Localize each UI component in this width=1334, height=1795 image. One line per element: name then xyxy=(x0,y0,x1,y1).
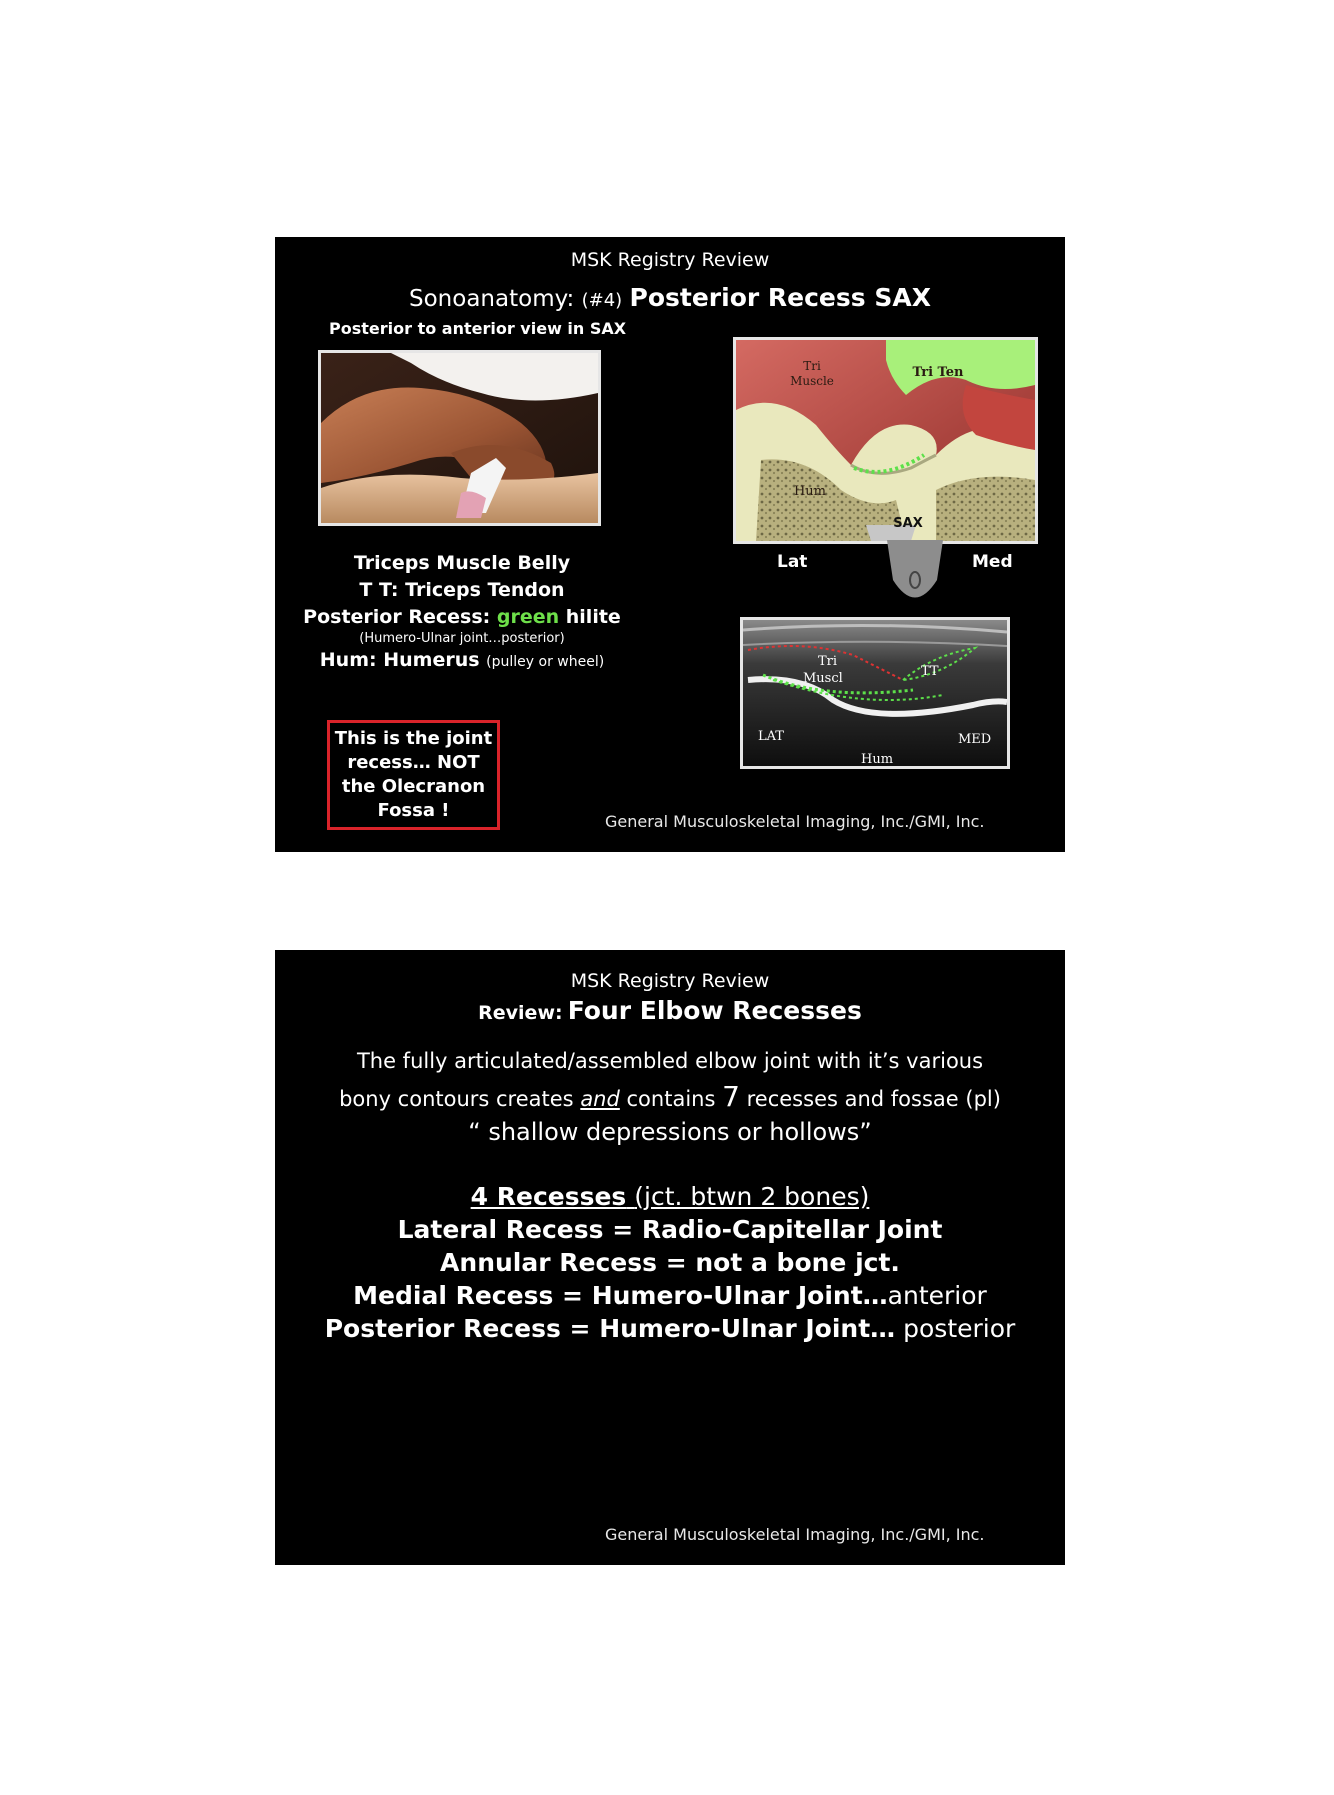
posterior-recess-thin: posterior xyxy=(903,1314,1016,1343)
elbow-anatomy-diagram xyxy=(733,337,1038,544)
title-number: (#4) xyxy=(581,290,623,311)
intro-line-2-part-a: bony contours creates xyxy=(339,1087,574,1111)
label-humerus-main: Hum: Humerus xyxy=(319,649,480,671)
recess-list xyxy=(275,1180,1065,1345)
us-med-label: MED xyxy=(958,732,992,747)
label-triceps-tendon: T T: Triceps Tendon xyxy=(359,579,565,601)
slide-footer: General Musculoskeletal Imaging, Inc./GMI, Inc. xyxy=(605,1525,985,1544)
lateral-recess-line: Lateral Recess = Radio-Capitellar Joint xyxy=(397,1215,943,1244)
diagram-hum-label: Hum xyxy=(793,484,827,499)
slide-subtitle: Posterior to anterior view in SAX xyxy=(329,319,627,338)
callout-line-2: recess… NOT xyxy=(347,752,480,773)
diagram-tri-label-2: Muscle xyxy=(790,374,834,388)
slide-header: MSK Registry Review xyxy=(570,970,770,992)
medial-orientation-label: Med xyxy=(972,552,1013,572)
us-tri-label-1: Tri xyxy=(818,654,838,669)
label-humerus-small: (pulley or wheel) xyxy=(486,654,605,670)
slide-footer: General Musculoskeletal Imaging, Inc./GMI, Inc. xyxy=(605,812,985,831)
label-posterior-recess-suffix: hilite xyxy=(565,606,621,628)
diagram-tri-label-1: Tri xyxy=(803,359,821,373)
medial-recess-line xyxy=(275,1279,1065,1312)
intro-line-2-and: and xyxy=(580,1087,620,1111)
annular-recess-line: Annular Recess = not a bone jct. xyxy=(440,1248,900,1277)
label-posterior-recess-prefix: Posterior Recess: xyxy=(303,606,491,628)
diagram-tri-ten-label: Tri Ten xyxy=(912,365,964,380)
posterior-recess-line xyxy=(275,1312,1065,1345)
slide-posterior-recess xyxy=(275,237,1065,852)
label-triceps-belly: Triceps Muscle Belly xyxy=(353,552,571,574)
title-prefix: Sonoanatomy: xyxy=(409,286,575,312)
title-main: Four Elbow Recesses xyxy=(567,996,862,1025)
recess-list-heading xyxy=(275,1180,1065,1213)
label-humero-ulnar: (Humero-Ulnar joint…posterior) xyxy=(359,631,565,646)
intro-line-3: “ shallow depressions or hollows” xyxy=(468,1118,872,1146)
medial-recess-bold: Medial Recess = Humero-Ulnar Joint… xyxy=(353,1281,888,1310)
us-lat-label: LAT xyxy=(758,729,784,744)
title-main: Posterior Recess SAX xyxy=(629,283,931,312)
recess-heading-bold: 4 Recesses xyxy=(470,1182,627,1211)
lateral-orientation-label: Lat xyxy=(777,552,808,572)
intro-paragraph xyxy=(275,1043,1065,1147)
joint-recess-callout xyxy=(327,720,500,830)
slide-title xyxy=(275,996,1065,1025)
intro-line-2-part-e: recesses and fossae (pl) xyxy=(746,1087,1001,1111)
label-posterior-recess xyxy=(297,604,627,631)
slide-four-elbow-recesses xyxy=(275,950,1065,1565)
anatomy-drawing xyxy=(736,340,1035,541)
us-tt-label: TT xyxy=(921,664,939,679)
patient-photo xyxy=(318,350,601,526)
intro-line-1: The fully articulated/assembled elbow joint with it’s various xyxy=(356,1049,984,1073)
callout-line-3: the Olecranon xyxy=(341,776,486,797)
callout-line-1: This is the joint xyxy=(334,728,493,749)
intro-line-2-part-c: contains xyxy=(626,1087,716,1111)
slide-header: MSK Registry Review xyxy=(570,249,770,271)
medial-recess-thin: anterior xyxy=(887,1281,987,1310)
callout-line-4: Fossa ! xyxy=(377,800,450,821)
ultrasound-drawing xyxy=(743,620,1007,766)
transducer-beam xyxy=(875,540,955,615)
title-prefix: Review: xyxy=(478,1002,563,1024)
posterior-recess-bold: Posterior Recess = Humero-Ulnar Joint… xyxy=(324,1314,896,1343)
intro-line-2 xyxy=(275,1079,1065,1117)
us-hum-label: Hum xyxy=(861,752,894,766)
patient-photo-drawing xyxy=(321,353,598,523)
ultrasound-image xyxy=(740,617,1010,769)
label-green-word: green xyxy=(496,606,560,628)
us-tri-label-2: Muscl xyxy=(803,671,843,686)
intro-line-2-seven: 7 xyxy=(722,1080,740,1113)
label-humerus xyxy=(297,647,627,676)
slide-title xyxy=(275,283,1065,312)
diagram-sax-label: SAX xyxy=(893,516,923,531)
recess-heading-thin: (jct. btwn 2 bones) xyxy=(634,1182,870,1211)
structure-labels xyxy=(297,550,627,676)
